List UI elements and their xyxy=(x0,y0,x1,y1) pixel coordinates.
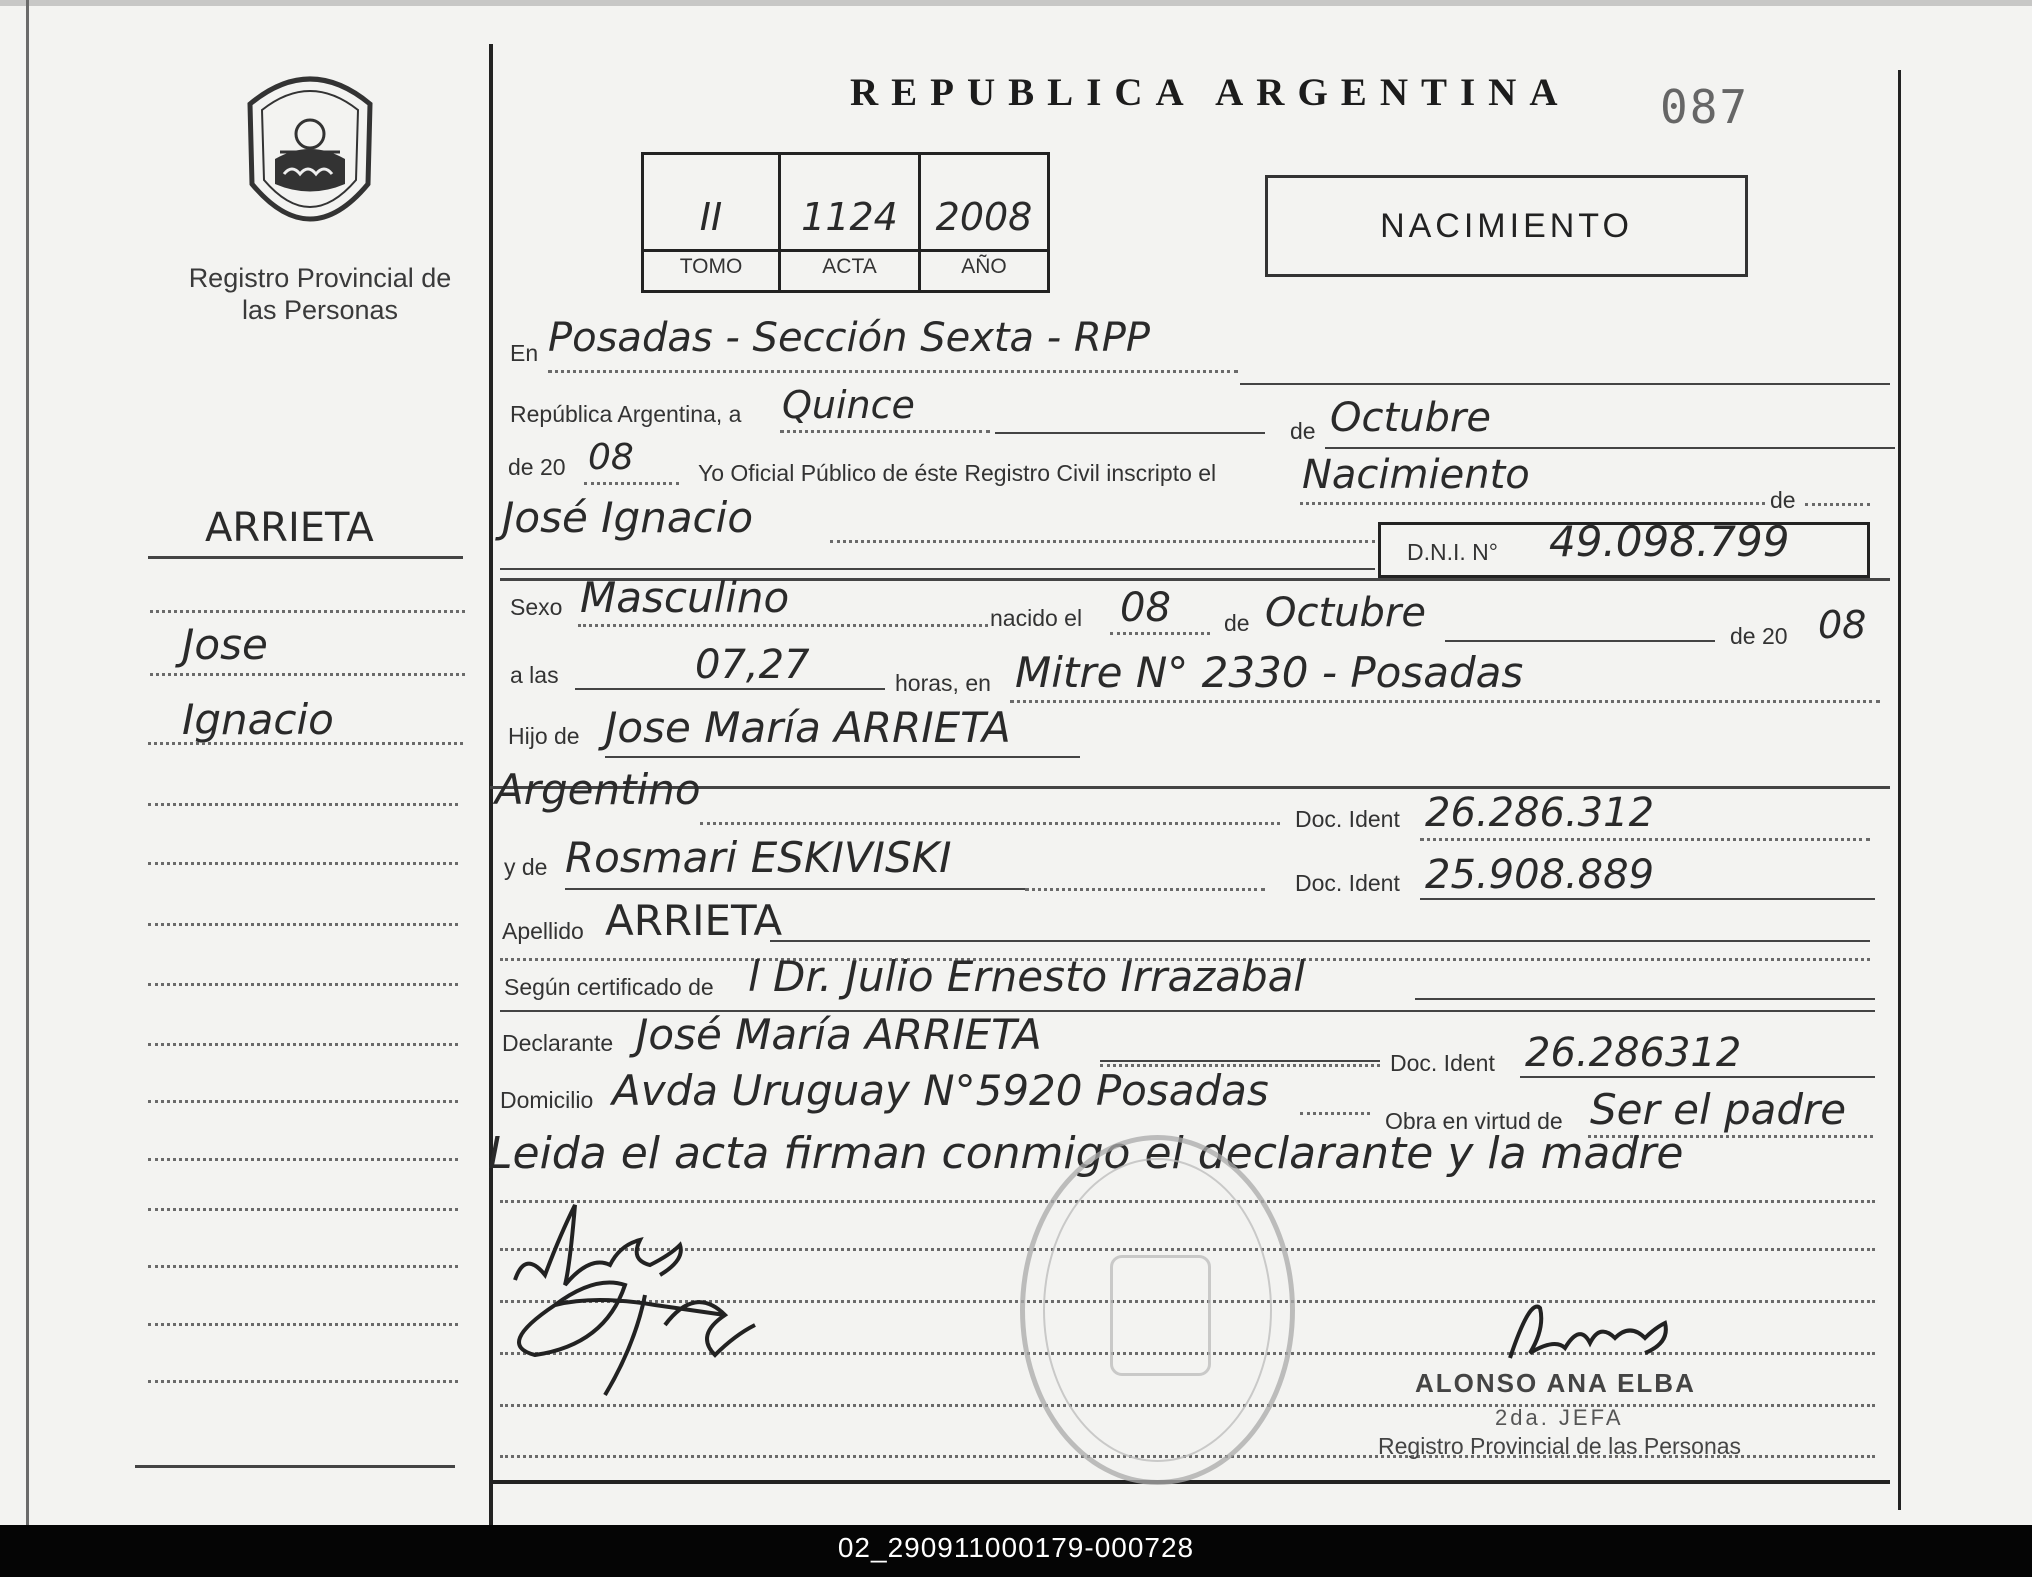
solid-line xyxy=(565,888,1025,890)
birth-place-value: Mitre N° 2330 - Posadas xyxy=(1015,648,1524,697)
official-role: 2da. JEFA xyxy=(1495,1405,1624,1430)
stub-bottom-rule xyxy=(135,1465,455,1468)
de-label: de xyxy=(1290,418,1316,444)
solid-line xyxy=(1445,640,1715,642)
dotted-line xyxy=(578,624,988,627)
mother-doc-value: 25.908.889 xyxy=(1425,852,1655,898)
dotted-line xyxy=(780,430,990,433)
record-type-box: NACIMIENTO xyxy=(1265,175,1748,277)
birth-month-value: Octubre xyxy=(1265,590,1426,636)
stub-dotted-line xyxy=(148,1265,458,1268)
dotted-line xyxy=(1025,888,1265,891)
apellido-label: Apellido xyxy=(502,918,584,944)
anio-cell xyxy=(921,155,1047,290)
dni-label: D.N.I. N° xyxy=(1407,539,1498,565)
tomo-value: II xyxy=(699,195,723,239)
de20-label: de 20 xyxy=(508,454,566,480)
dotted-line xyxy=(1300,502,1765,505)
child-names-value: José Ignacio xyxy=(502,493,754,542)
stub-given-name-2: Ignacio xyxy=(182,695,334,744)
reference-table xyxy=(641,152,1050,293)
event-value: Nacimiento xyxy=(1302,452,1530,498)
stub-dotted-line xyxy=(150,610,465,613)
alas-label: a las xyxy=(510,662,559,688)
obra-label: Obra en virtud de xyxy=(1385,1108,1563,1134)
stub-dotted-line xyxy=(148,1208,458,1211)
solid-line xyxy=(605,756,1080,758)
birth-day-value: 08 xyxy=(1120,585,1171,631)
domicilio-label: Domicilio xyxy=(500,1087,594,1113)
form-right-border xyxy=(1898,70,1901,1510)
stub-fold-line xyxy=(26,0,29,1525)
place-value: Posadas - Sección Sexta - RPP xyxy=(548,315,1150,361)
dotted-line xyxy=(1110,632,1210,635)
birth-de-label: de xyxy=(1224,610,1250,636)
stub-dotted-line xyxy=(148,1380,458,1383)
address-value: Avda Uruguay N°5920 Posadas xyxy=(612,1066,1269,1115)
father-value: Jose María ARRIETA xyxy=(605,703,1011,752)
solid-line xyxy=(1240,383,1890,385)
dotted-line xyxy=(1010,700,1880,703)
page-top-edge xyxy=(0,0,2032,6)
sexo-label: Sexo xyxy=(510,594,563,620)
solid-line xyxy=(770,940,1870,942)
solid-line xyxy=(995,432,1265,434)
year-suffix-value: 08 xyxy=(588,437,634,478)
solid-line xyxy=(500,568,1375,570)
yde-label: y de xyxy=(504,854,548,880)
father-nationality-value: Argentino xyxy=(495,765,701,814)
official-org: Registro Provincial de las Personas xyxy=(1378,1433,1742,1459)
stub-surname: ARRIETA xyxy=(205,505,374,551)
dotted-line xyxy=(1805,503,1870,506)
nacido-label: nacido el xyxy=(990,605,1083,631)
official-name: ALONSO ANA ELBA xyxy=(1415,1368,1696,1398)
birth-de20-label: de 20 xyxy=(1730,623,1788,649)
oficial-label: Yo Oficial Público de éste Registro Civil inscripto el xyxy=(698,460,1217,486)
footer-code: 02_290911000179-000728 xyxy=(837,1532,1195,1563)
stub-dotted-line xyxy=(148,862,458,865)
stub-dotted-line xyxy=(148,983,458,986)
dotted-line xyxy=(700,822,1280,825)
en-label: En xyxy=(510,340,539,366)
capacity-value: Ser el padre xyxy=(1590,1085,1847,1134)
country-title: REPUBLICA ARGENTINA xyxy=(850,71,1571,114)
solid-line xyxy=(1325,447,1895,449)
doc-label: Doc. Ident xyxy=(1295,806,1400,832)
tomo-label: TOMO xyxy=(679,255,743,278)
acta-label: ACTA xyxy=(822,255,877,278)
closing-note-value: Leida el acta firman conmigo el declarante y la madre xyxy=(488,1128,1684,1179)
acta-cell xyxy=(781,155,921,290)
father-doc-value: 26.286.312 xyxy=(1425,790,1655,836)
reference-caption-divider xyxy=(644,249,1047,252)
serial-number: 087 xyxy=(1660,80,1750,134)
dni-box xyxy=(1378,517,1870,578)
stub-dotted-line xyxy=(148,1100,458,1103)
solid-line xyxy=(1100,1060,1380,1062)
stub-dotted-line xyxy=(150,673,465,676)
anio-label: AÑO xyxy=(961,255,1007,278)
sex-value: Masculino xyxy=(580,573,790,622)
dotted-line xyxy=(584,482,679,485)
declarant-doc-label: Doc. Ident xyxy=(1390,1050,1495,1076)
acta-value: 1124 xyxy=(801,195,898,239)
mother-doc-label: Doc. Ident xyxy=(1295,870,1400,896)
de-end-label: de xyxy=(1770,487,1796,513)
stub-dotted-line xyxy=(148,923,458,926)
declarante-label: Declarante xyxy=(502,1030,614,1056)
declarant-doc-value: 26.286312 xyxy=(1525,1030,1742,1076)
horas-label: horas, en xyxy=(895,670,991,696)
stub-surname-rule xyxy=(148,556,463,559)
stub-dotted-line xyxy=(148,803,458,806)
republica-label: República Argentina, a xyxy=(510,401,742,427)
birth-year-suffix-value: 08 xyxy=(1818,603,1867,647)
dotted-line xyxy=(548,370,1238,373)
declarant-value: José María ARRIETA xyxy=(636,1010,1042,1059)
declarant-signature-icon xyxy=(495,1195,825,1425)
certificate-value: l Dr. Julio Ernesto Irrazabal xyxy=(748,952,1306,1001)
dni-value: 49.098.799 xyxy=(1549,517,1790,566)
dotted-line xyxy=(1300,1112,1370,1115)
solid-line xyxy=(575,688,885,690)
dotted-line xyxy=(1420,838,1870,841)
stub-dotted-line xyxy=(148,742,463,745)
birth-time-value: 07,27 xyxy=(695,642,810,688)
mother-value: Rosmari ESKIVISKI xyxy=(565,833,952,882)
anio-value: 2008 xyxy=(935,195,1033,239)
tomo-cell xyxy=(644,155,781,290)
stub-dotted-line xyxy=(148,1043,458,1046)
solid-line xyxy=(1415,998,1875,1000)
misiones-seal-icon xyxy=(240,64,380,242)
stub-given-name-1: Jose xyxy=(182,620,268,669)
month-value: Octubre xyxy=(1330,395,1491,441)
hijo-label: Hijo de xyxy=(508,723,580,749)
day-words-value: Quince xyxy=(782,383,915,427)
segun-label: Según certificado de xyxy=(504,974,714,1000)
registry-stamp xyxy=(1020,1135,1295,1485)
stub-dotted-line xyxy=(148,1158,458,1161)
surname-value: ARRIETA xyxy=(605,896,783,945)
dotted-line xyxy=(830,540,1375,543)
form-bottom-rule xyxy=(490,1480,1890,1484)
stub-dotted-line xyxy=(148,1323,458,1326)
stamp-seal-icon xyxy=(1110,1255,1211,1376)
registry-name: Registro Provincial de las Personas xyxy=(188,263,452,325)
solid-line xyxy=(1420,898,1875,900)
official-signature-icon xyxy=(1500,1298,1690,1378)
solid-line xyxy=(1520,1076,1875,1078)
